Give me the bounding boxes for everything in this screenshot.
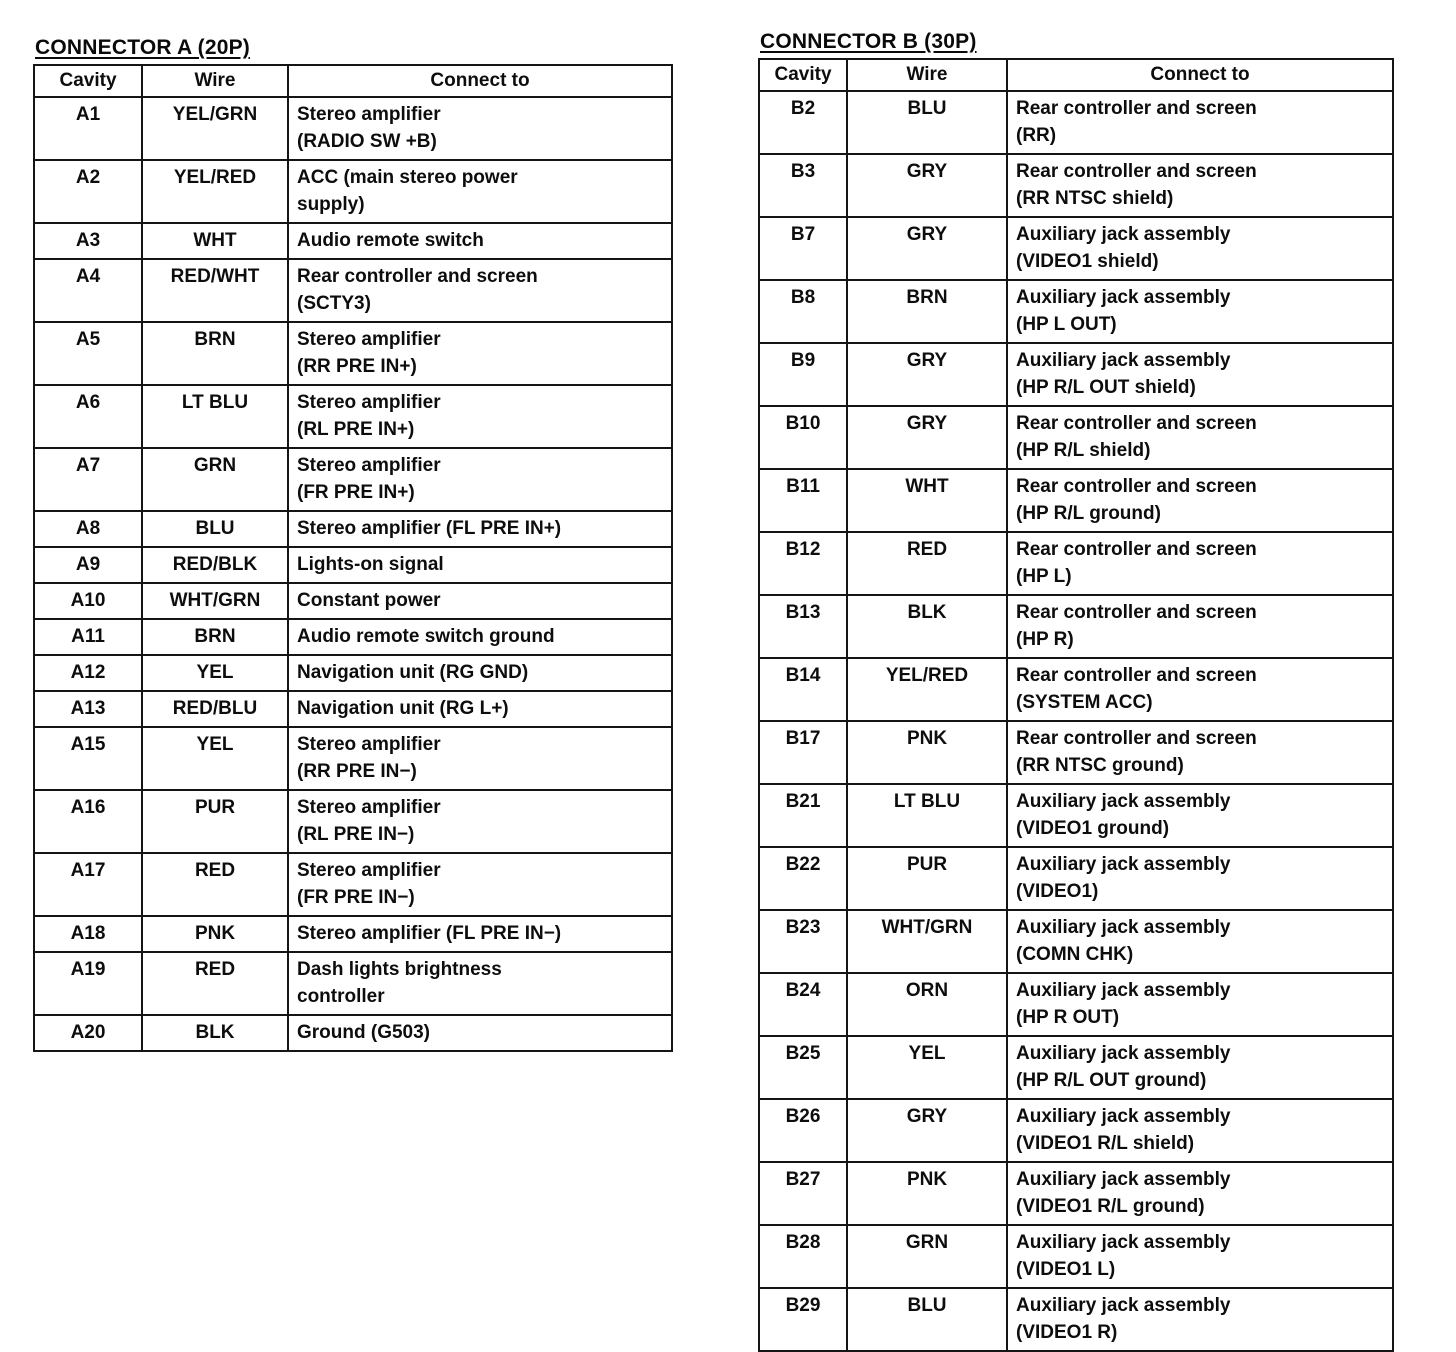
wire-cell: WHT/GRN [142, 583, 288, 619]
connect-to-line: (RR) [1016, 125, 1057, 146]
connect-to-line: ACC (main stereo power [297, 167, 518, 188]
cavity-cell: A2 [34, 160, 142, 223]
table-row [759, 91, 1393, 154]
table-row [34, 952, 672, 1015]
wire-cell: BLU [847, 91, 1007, 154]
connect-to-line: Stereo amplifier [297, 392, 441, 413]
table-row [759, 784, 1393, 847]
wire-cell: GRY [847, 217, 1007, 280]
connect-to-cell [1007, 1225, 1393, 1288]
connect-to-cell [1007, 973, 1393, 1036]
wire-cell: BRN [142, 322, 288, 385]
table-row [34, 727, 672, 790]
wire-cell: BLU [142, 511, 288, 547]
table-row [759, 1162, 1393, 1225]
connect-to-line: Ground (G503) [297, 1022, 431, 1043]
cavity-cell: A12 [34, 655, 142, 691]
connect-to-line: controller [297, 986, 385, 1007]
wire-cell: WHT [142, 223, 288, 259]
cavity-cell: B22 [759, 847, 847, 910]
table-row [759, 217, 1393, 280]
connect-to-line: Auxiliary jack assembly [1016, 980, 1231, 1001]
wire-cell: BLK [142, 1015, 288, 1051]
table-row [759, 910, 1393, 973]
connect-to-line: (RR PRE IN+) [297, 356, 417, 377]
cavity-cell: A19 [34, 952, 142, 1015]
cavity-cell: B9 [759, 343, 847, 406]
table-row [759, 973, 1393, 1036]
wire-cell: YEL [142, 655, 288, 691]
table-row [759, 847, 1393, 910]
connect-to-line: Auxiliary jack assembly [1016, 1043, 1231, 1064]
table-row [34, 691, 672, 727]
connect-to-cell [1007, 469, 1393, 532]
connect-to-cell [288, 448, 672, 511]
table-row [34, 655, 672, 691]
connect-to-cell [288, 691, 672, 727]
connect-to-line: (RL PRE IN−) [297, 824, 415, 845]
wire-cell: RED/WHT [142, 259, 288, 322]
connect-to-line: Rear controller and screen [1016, 602, 1257, 623]
wire-cell: YEL [142, 727, 288, 790]
connect-to-line: supply) [297, 194, 365, 215]
connect-to-cell [288, 619, 672, 655]
table-row [759, 658, 1393, 721]
connect-to-line: Rear controller and screen [1016, 98, 1257, 119]
wire-cell: PUR [847, 847, 1007, 910]
connect-to-line: (VIDEO1 R/L ground) [1016, 1196, 1205, 1217]
wire-cell: YEL/RED [847, 658, 1007, 721]
wire-cell: LT BLU [847, 784, 1007, 847]
table-row [759, 721, 1393, 784]
connect-to-line: Rear controller and screen [1016, 476, 1257, 497]
connect-to-line: Constant power [297, 590, 441, 611]
connect-to-cell [1007, 1162, 1393, 1225]
table-row [759, 1036, 1393, 1099]
connect-to-line: (COMN CHK) [1016, 944, 1134, 965]
cavity-cell: B23 [759, 910, 847, 973]
cavity-cell: A5 [34, 322, 142, 385]
table-row [759, 154, 1393, 217]
connect-to-cell [288, 259, 672, 322]
connect-to-line: Auxiliary jack assembly [1016, 350, 1231, 371]
connect-to-cell [1007, 658, 1393, 721]
table-row [34, 916, 672, 952]
connect-to-cell [288, 385, 672, 448]
connect-to-cell [1007, 1099, 1393, 1162]
connect-to-line: Stereo amplifier [297, 860, 441, 881]
table-row [759, 406, 1393, 469]
connect-to-line: (RADIO SW +B) [297, 131, 437, 152]
cavity-cell: A4 [34, 259, 142, 322]
table-row [34, 1015, 672, 1051]
connect-to-cell [288, 853, 672, 916]
connect-to-line: Stereo amplifier (FL PRE IN−) [297, 923, 562, 944]
connect-to-line: (VIDEO1 ground) [1016, 818, 1170, 839]
connect-to-cell [1007, 910, 1393, 973]
cavity-cell: B8 [759, 280, 847, 343]
connect-to-line: (VIDEO1 R/L shield) [1016, 1133, 1195, 1154]
connect-to-cell [288, 1015, 672, 1051]
connect-to-line: Stereo amplifier [297, 455, 441, 476]
connect-to-line: Stereo amplifier (FL PRE IN+) [297, 518, 562, 539]
connect-to-line: Audio remote switch ground [297, 626, 555, 647]
connect-to-cell [1007, 280, 1393, 343]
connect-to-line: Audio remote switch [297, 230, 484, 251]
table-row [759, 1225, 1393, 1288]
connect-to-cell [288, 916, 672, 952]
wire-cell: BLU [847, 1288, 1007, 1351]
connect-to-cell [1007, 154, 1393, 217]
connect-to-cell [1007, 1036, 1393, 1099]
table-row [34, 790, 672, 853]
connect-to-line: Auxiliary jack assembly [1016, 1169, 1231, 1190]
connect-to-line: Rear controller and screen [1016, 539, 1257, 560]
cavity-cell: B21 [759, 784, 847, 847]
cavity-cell: B24 [759, 973, 847, 1036]
connect-to-line: (HP R/L ground) [1016, 503, 1161, 524]
header-cavity: Cavity [34, 65, 142, 97]
cavity-cell: A13 [34, 691, 142, 727]
table-row [759, 469, 1393, 532]
cavity-cell: B2 [759, 91, 847, 154]
cavity-cell: A15 [34, 727, 142, 790]
connect-to-cell [288, 223, 672, 259]
header-row [759, 59, 1393, 91]
connect-to-line: Auxiliary jack assembly [1016, 1106, 1231, 1127]
wire-cell: RED [847, 532, 1007, 595]
cavity-cell: B14 [759, 658, 847, 721]
connector-b-section [758, 30, 1394, 1352]
connect-to-line: (FR PRE IN−) [297, 887, 415, 908]
connect-to-cell [1007, 406, 1393, 469]
cavity-cell: B11 [759, 469, 847, 532]
connect-to-line: Navigation unit (RG L+) [297, 698, 509, 719]
connect-to-line: Stereo amplifier [297, 797, 441, 818]
connect-to-line: (HP R/L OUT ground) [1016, 1070, 1207, 1091]
wire-cell: RED [142, 853, 288, 916]
wire-cell: RED [142, 952, 288, 1015]
connect-to-cell [288, 322, 672, 385]
cavity-cell: A20 [34, 1015, 142, 1051]
connect-to-cell [288, 511, 672, 547]
cavity-cell: B17 [759, 721, 847, 784]
wire-cell: LT BLU [142, 385, 288, 448]
header-wire: Wire [847, 59, 1007, 91]
wire-cell: PUR [142, 790, 288, 853]
table-row [34, 259, 672, 322]
connect-to-cell [288, 583, 672, 619]
header-connect-to: Connect to [288, 65, 672, 97]
connect-to-line: Rear controller and screen [1016, 161, 1257, 182]
connect-to-line: Rear controller and screen [297, 266, 538, 287]
table-row [34, 547, 672, 583]
table-row [34, 448, 672, 511]
cavity-cell: B10 [759, 406, 847, 469]
connect-to-cell [288, 160, 672, 223]
connect-to-line: (HP R OUT) [1016, 1007, 1120, 1028]
wire-cell: GRN [847, 1225, 1007, 1288]
connect-to-cell [1007, 595, 1393, 658]
connect-to-line: Rear controller and screen [1016, 728, 1257, 749]
wire-cell: YEL/GRN [142, 97, 288, 160]
connect-to-cell [288, 727, 672, 790]
connect-to-line: Auxiliary jack assembly [1016, 854, 1231, 875]
connect-to-line: (RL PRE IN+) [297, 419, 415, 440]
connect-to-cell [1007, 91, 1393, 154]
cavity-cell: B3 [759, 154, 847, 217]
cavity-cell: B7 [759, 217, 847, 280]
connect-to-line: (HP R/L shield) [1016, 440, 1151, 461]
connect-to-line: (HP R/L OUT shield) [1016, 377, 1196, 398]
connect-to-cell [1007, 217, 1393, 280]
connect-to-cell [288, 790, 672, 853]
wire-cell: PNK [847, 721, 1007, 784]
connector-b-title: CONNECTOR B (30P) [760, 30, 977, 53]
cavity-cell: B27 [759, 1162, 847, 1225]
connect-to-line: (RR PRE IN−) [297, 761, 417, 782]
connector-a-section [33, 36, 673, 1052]
wire-cell: BRN [847, 280, 1007, 343]
wire-cell: GRY [847, 154, 1007, 217]
wire-cell: GRY [847, 1099, 1007, 1162]
header-cavity: Cavity [759, 59, 847, 91]
table-row [759, 595, 1393, 658]
connect-to-line: Navigation unit (RG GND) [297, 662, 529, 683]
cavity-cell: B28 [759, 1225, 847, 1288]
wire-cell: BLK [847, 595, 1007, 658]
cavity-cell: A6 [34, 385, 142, 448]
table-row [34, 511, 672, 547]
connect-to-line: Auxiliary jack assembly [1016, 1232, 1231, 1253]
connect-to-line: Stereo amplifier [297, 104, 441, 125]
cavity-cell: A3 [34, 223, 142, 259]
connect-to-cell [1007, 532, 1393, 595]
cavity-cell: B13 [759, 595, 847, 658]
connect-to-line: (VIDEO1 shield) [1016, 251, 1159, 272]
cavity-cell: A9 [34, 547, 142, 583]
cavity-cell: B25 [759, 1036, 847, 1099]
connect-to-line: Dash lights brightness [297, 959, 502, 980]
connect-to-line: (HP L OUT) [1016, 314, 1117, 335]
wire-cell: PNK [142, 916, 288, 952]
wire-cell: WHT/GRN [847, 910, 1007, 973]
wire-cell: RED/BLK [142, 547, 288, 583]
connect-to-line: (VIDEO1 R) [1016, 1322, 1118, 1343]
wire-cell: YEL [847, 1036, 1007, 1099]
connect-to-line: (SYSTEM ACC) [1016, 692, 1153, 713]
connect-to-line: Auxiliary jack assembly [1016, 791, 1231, 812]
header-connect-to: Connect to [1007, 59, 1393, 91]
connect-to-cell [288, 952, 672, 1015]
connect-to-line: (RR NTSC shield) [1016, 188, 1174, 209]
table-row [759, 1099, 1393, 1162]
wire-cell: GRN [142, 448, 288, 511]
wire-cell: ORN [847, 973, 1007, 1036]
wire-cell: YEL/RED [142, 160, 288, 223]
connector-a-title: CONNECTOR A (20P) [35, 36, 250, 59]
table-row [34, 619, 672, 655]
connect-to-line: Auxiliary jack assembly [1016, 287, 1231, 308]
table-row [759, 280, 1393, 343]
table-row [759, 532, 1393, 595]
cavity-cell: A10 [34, 583, 142, 619]
connect-to-line: Auxiliary jack assembly [1016, 1295, 1231, 1316]
connector-a-table [33, 64, 673, 1052]
connect-to-line: Rear controller and screen [1016, 413, 1257, 434]
connect-to-line: (HP R) [1016, 629, 1074, 650]
cavity-cell: A1 [34, 97, 142, 160]
connect-to-line: Rear controller and screen [1016, 665, 1257, 686]
cavity-cell: A8 [34, 511, 142, 547]
connect-to-cell [288, 655, 672, 691]
table-row [34, 223, 672, 259]
cavity-cell: B12 [759, 532, 847, 595]
connect-to-line: (SCTY3) [297, 293, 371, 314]
connect-to-line: Stereo amplifier [297, 329, 441, 350]
header-row [34, 65, 672, 97]
cavity-cell: A16 [34, 790, 142, 853]
wire-cell: RED/BLU [142, 691, 288, 727]
connect-to-line: (FR PRE IN+) [297, 482, 415, 503]
wire-cell: PNK [847, 1162, 1007, 1225]
wire-cell: BRN [142, 619, 288, 655]
header-wire: Wire [142, 65, 288, 97]
table-row [34, 160, 672, 223]
connect-to-cell [1007, 721, 1393, 784]
connector-b-table [758, 58, 1394, 1352]
cavity-cell: A17 [34, 853, 142, 916]
connect-to-line: Stereo amplifier [297, 734, 441, 755]
wire-cell: GRY [847, 343, 1007, 406]
table-row [34, 385, 672, 448]
connect-to-cell [288, 97, 672, 160]
connect-to-line: (HP L) [1016, 566, 1072, 587]
connect-to-cell [1007, 343, 1393, 406]
connect-to-line: (VIDEO1 L) [1016, 1259, 1116, 1280]
wire-cell: GRY [847, 406, 1007, 469]
cavity-cell: B26 [759, 1099, 847, 1162]
connect-to-line: Auxiliary jack assembly [1016, 917, 1231, 938]
connect-to-cell [288, 547, 672, 583]
connect-to-line: (RR NTSC ground) [1016, 755, 1184, 776]
cavity-cell: A7 [34, 448, 142, 511]
cavity-cell: B29 [759, 1288, 847, 1351]
table-row [34, 97, 672, 160]
connect-to-line: Auxiliary jack assembly [1016, 224, 1231, 245]
table-row [34, 583, 672, 619]
connect-to-line: (VIDEO1) [1016, 881, 1099, 902]
table-row [34, 322, 672, 385]
connect-to-cell [1007, 847, 1393, 910]
table-row [759, 343, 1393, 406]
connect-to-cell [1007, 784, 1393, 847]
cavity-cell: A11 [34, 619, 142, 655]
table-row [34, 853, 672, 916]
wire-cell: WHT [847, 469, 1007, 532]
connect-to-line: Lights-on signal [297, 554, 444, 575]
cavity-cell: A18 [34, 916, 142, 952]
